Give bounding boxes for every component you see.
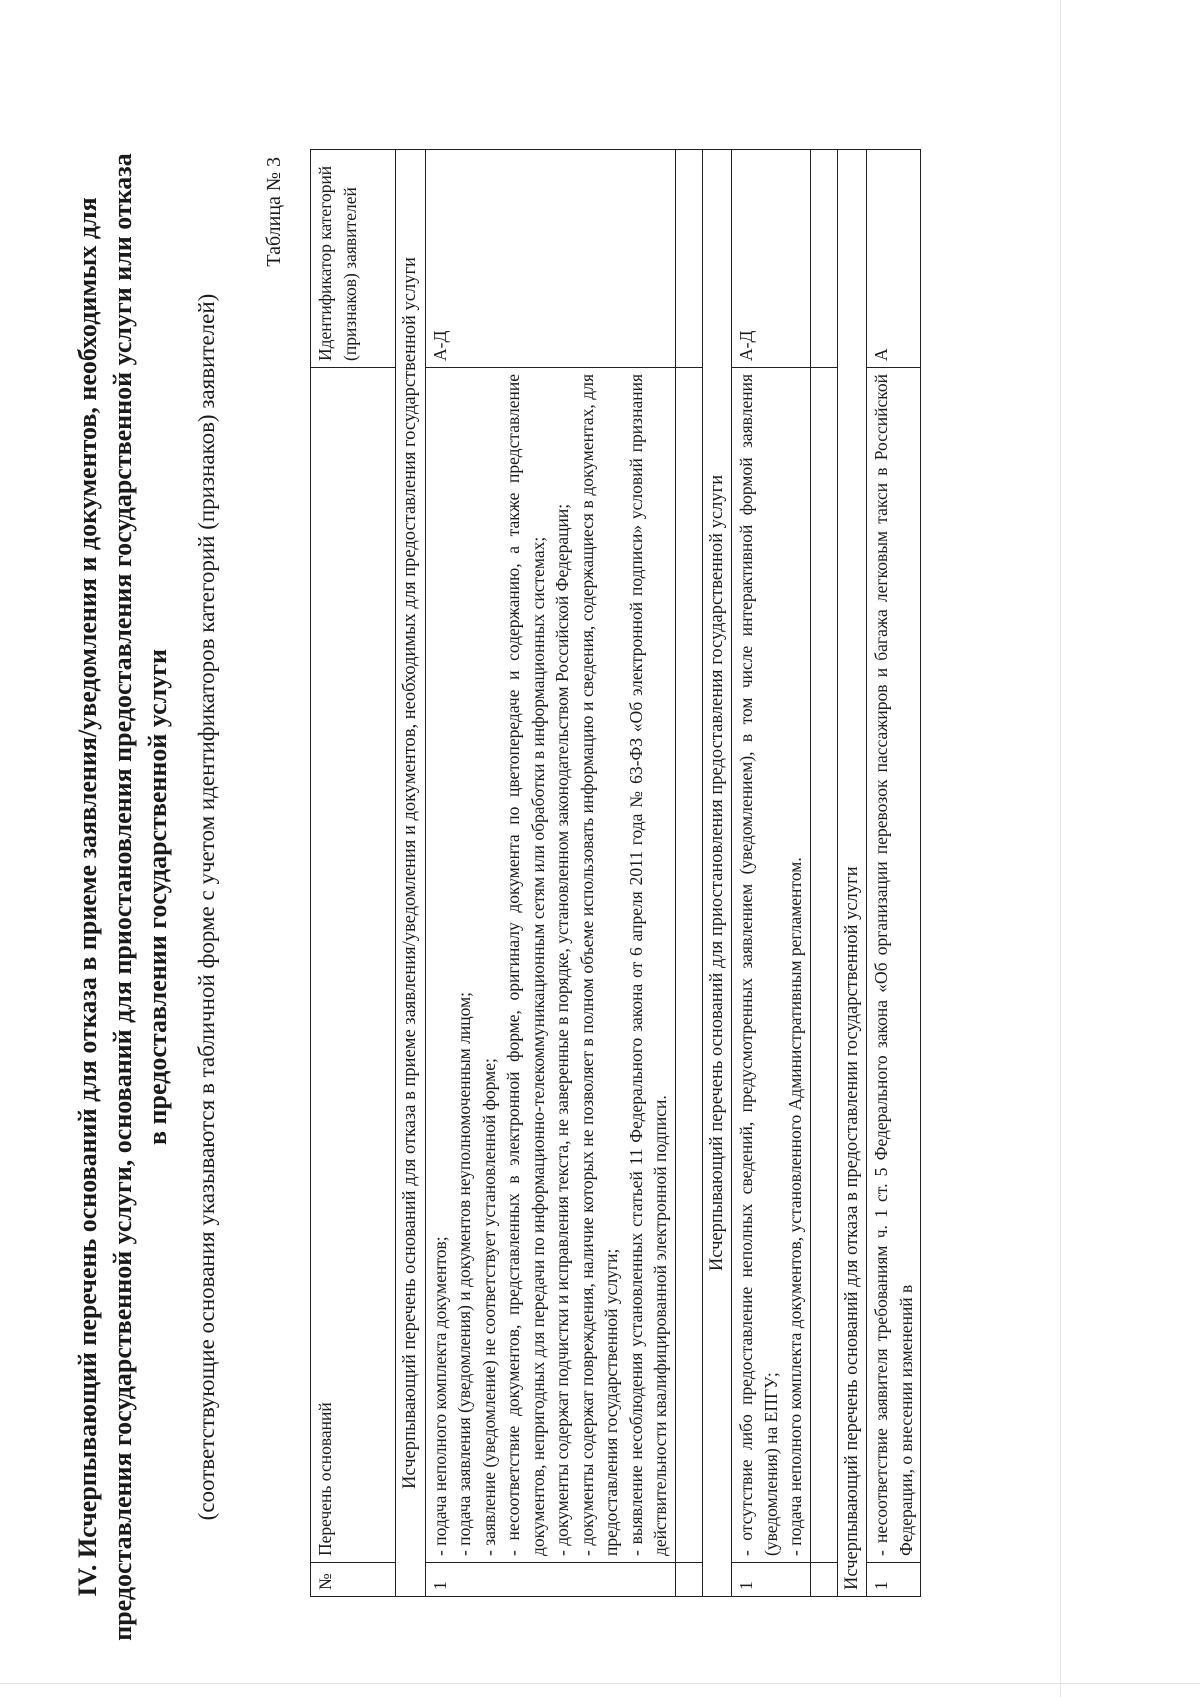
header-identifier: Идентификатор категорий (признаков) заявителей — [311, 150, 396, 368]
list-item: - документы содержат подчистки и исправления текста, не заверенные в порядке, установленном законодательством Российской Федерации; — [552, 503, 572, 1556]
table-row — [867, 150, 921, 1597]
section-title-refusal-service: Исчерпывающий перечень оснований для отказа в предоставлении государственной услуги — [837, 150, 867, 1597]
section-row — [396, 150, 426, 1597]
identifier-cell: А — [867, 150, 921, 368]
row-num: 1 — [425, 1563, 675, 1597]
list-item: - несоответствие заявителя требованиям ч. 1 ст. 5 Федерального закона «Об организации перевозок пассажиров и багажа легковым такси в Российской Федерации, о внесении изменений в — [871, 374, 916, 1556]
empty-cell — [810, 150, 837, 368]
list-item: - отсутствие либо предоставление неполных сведений, предусмотренных заявлением (уведомлением), в том числе интерактивной формой заявления (уведомления) на ЕПГУ; — [736, 374, 781, 1556]
empty-cell — [675, 150, 702, 368]
identifier-cell: А-Д — [425, 150, 675, 368]
list-item: - подача заявления (уведомления) и документов неуполномоченным лицом; — [454, 991, 474, 1556]
empty-row — [810, 150, 837, 1597]
list-item: - документы содержат повреждения, наличие которых не позволяет в полном объеме использовать информацию и сведения, содержащиеся в документах, для предоставления государственной услуги; — [576, 374, 621, 1556]
empty-cell — [675, 1563, 702, 1597]
section-title: IV. Исчерпывающий перечень оснований для отказа в приеме заявления/уведомления и документов, необходимых для предоставления государственной услуги, оснований для приостановления предоставления государственной услуги или отказа в предоставлении государственной услуги — [73, 153, 172, 1641]
section-row — [702, 150, 732, 1597]
row-num: 1 — [867, 1563, 921, 1597]
empty-cell — [810, 1563, 837, 1597]
reasons-cell — [425, 368, 675, 1563]
reasons-cell — [732, 368, 811, 1563]
section-row — [837, 150, 867, 1597]
list-item: - подача неполного комплекта документов; — [429, 1236, 450, 1556]
document-page — [0, 57, 1200, 1697]
empty-cell — [675, 368, 702, 1563]
reasons-cell — [867, 368, 921, 1563]
table-header-row — [311, 150, 396, 1597]
table-number: Таблица № 3 — [263, 157, 285, 267]
section-title-refusal-acceptance: Исчерпывающий перечень оснований для отказа в приеме заявления/уведомления и документов, необходимых для предоставления государственной услуги — [396, 150, 426, 1597]
header-num: № — [311, 1563, 396, 1597]
table-row — [732, 150, 811, 1597]
empty-cell — [810, 368, 837, 1563]
section-title-suspension: Исчерпывающий перечень оснований для приостановления предоставления государственной услуги — [702, 150, 732, 1597]
identifier-cell: А-Д — [732, 150, 811, 368]
list-item: - заявление (уведомление) не соответствует установленной форме; — [478, 1058, 499, 1556]
header-reasons: Перечень оснований — [311, 368, 396, 1563]
empty-row — [675, 150, 702, 1597]
reasons-table — [310, 149, 921, 1597]
list-item: - несоответствие документов, представленных в электронной форме, оригиналу документа по цветопередаче и содержанию, а также представление документов, непригодных для передачи по информационно-телекоммуникационным сетям или обработки в информационных системах; — [503, 374, 548, 1556]
section-subtitle: (соответствующие основания указываются в табличной форме с учетом идентификаторов категорий (признаков) заявителей) — [194, 293, 219, 1521]
list-item: - выявление несоблюдения установленных статьей 11 Федерального закона от 6 апреля 2011 года № 63-ФЗ «Об электронной подписи» условий признания действительности квалифицированной электронной подписи. — [625, 374, 670, 1556]
table-row — [425, 150, 675, 1597]
list-item: - подача неполного комплекта документов, установленного Административным регламентом. — [785, 857, 805, 1556]
row-num: 1 — [732, 1563, 811, 1597]
